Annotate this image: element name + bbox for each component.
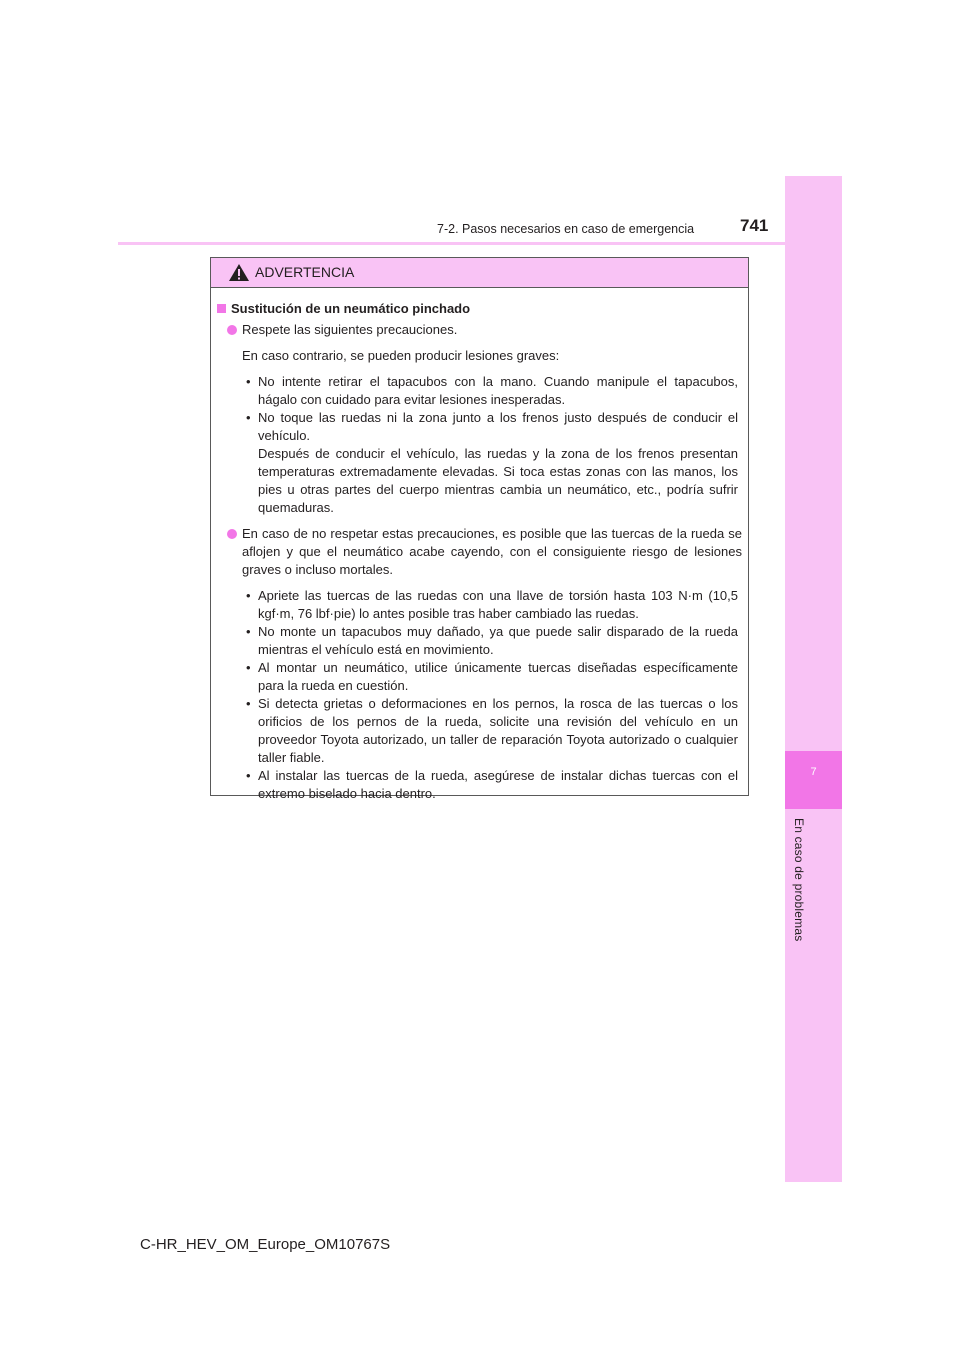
circle-bullet-icon (227, 529, 237, 539)
list-item: • Al instalar las tuercas de la rueda, asegúrese de instalar dichas tuercas con el extremo biselado hacia dentro. (246, 768, 738, 801)
dot-bullet-icon: • (246, 660, 251, 675)
warning-box (210, 257, 749, 801)
page-number: 741 (740, 216, 769, 235)
header-rule (118, 242, 842, 245)
warning-body (211, 288, 748, 803)
warning-title: ADVERTENCIA (255, 264, 355, 280)
document-id: C-HR_HEV_OM_Europe_OM10767S (140, 1236, 391, 1253)
list-item: • Al montar un neumático, utilice únicamente tuercas diseñadas específicamente para la rueda en cuestión. (246, 660, 738, 693)
item1-paragraph: En caso contrario, se pueden producir lesiones graves: (242, 348, 560, 363)
dot-bullet-icon: • (246, 588, 251, 603)
list-item: • Si detecta grietas o deformaciones en los pernos, la rosca de las tuercas o los orificios de los pernos de la rueda, solicite una revisión del vehículo en un proveedor Toyota autorizado, un taller de reparación Toyota autorizado o cualquier taller fiable. (246, 696, 738, 765)
chapter-side-tab (785, 176, 842, 1182)
item2-bullet-list (217, 587, 742, 803)
warning-subhead (217, 300, 742, 318)
circle-item-2-text: En caso de no respetar estas precauciones, es posible que las tuercas de la rueda se aflojen y que el neumático acabe cayendo, con el consiguiente riesgo de lesiones graves o incluso mortales. (242, 526, 742, 577)
chapter-label: En caso de problemas (792, 818, 806, 942)
warning-subhead-text: Sustitución de un neumático pinchado (231, 301, 471, 316)
warning-header (211, 258, 748, 288)
dot-bullet-icon: • (246, 768, 251, 783)
circle-item-1-text: Respete las siguientes precauciones. (242, 322, 458, 337)
list-item: • No toque las ruedas ni la zona junto a los frenos justo después de conducir el vehículo. Después de conducir el vehículo, las ruedas y la zona de los frenos presentan temperaturas extremadamente elevadas. Si toca estas zonas con las manos, los pies u otras partes del cuerpo mientras cambia un neumático, etc., podría sufrir quemaduras. (246, 410, 738, 515)
warning-triangle-icon (228, 263, 250, 282)
section-title: 7-2. Pasos necesarios en caso de emergencia (437, 222, 695, 236)
item1-bullet-list (217, 373, 742, 517)
chapter-tab-active-marker (785, 751, 842, 809)
circle-bullet-icon (227, 325, 237, 335)
circle-item-1 (217, 321, 742, 339)
dot-bullet-icon: • (246, 410, 251, 425)
list-item: • No intente retirar el tapacubos con la mano. Cuando manipule el tapacubos, hágalo con cuidado para evitar lesiones inesperadas. (246, 374, 738, 407)
list-item: • No monte un tapacubos muy dañado, ya que puede salir disparado de la rueda mientras el vehículo está en movimiento. (246, 624, 738, 657)
dot-bullet-icon: • (246, 374, 251, 389)
dot-bullet-icon: • (246, 624, 251, 639)
circle-item-2 (217, 525, 742, 579)
square-bullet-icon (217, 304, 226, 313)
dot-bullet-icon: • (246, 696, 251, 711)
chapter-number: 7 (810, 766, 817, 778)
list-item: • Apriete las tuercas de las ruedas con una llave de torsión hasta 103 N·m (10,5 kgf·m, 76 lbf·pie) lo antes posible tras haber cambiado las ruedas. (246, 588, 738, 621)
